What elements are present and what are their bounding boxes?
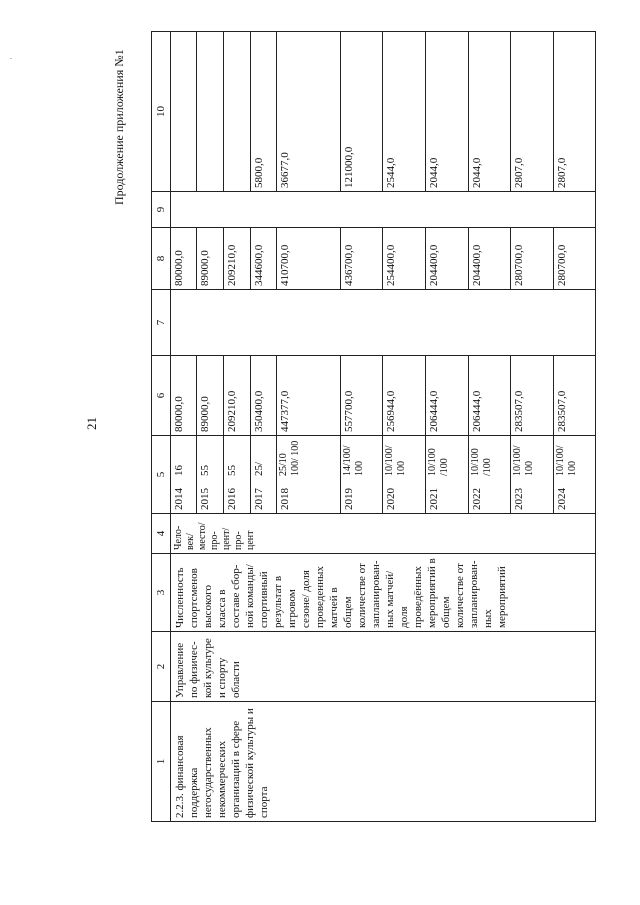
year-row <box>277 436 341 513</box>
measure-name: 2.2.3. финансовая поддержка негосударственных некоммерческих организаций в сфере физической культуры и спорта <box>171 702 596 822</box>
year-row <box>383 436 426 513</box>
column-number-row <box>152 32 171 822</box>
col6-value: 447377,0 <box>277 356 341 435</box>
col7-cell <box>171 290 596 356</box>
col8-cell <box>171 228 596 290</box>
executor-name: Управление по физичес-кой культуре и спорту области <box>171 632 596 702</box>
year: 2021 <box>426 479 469 513</box>
page-number: 21 <box>84 417 99 430</box>
year: 2015 <box>197 479 224 513</box>
col6-cell <box>171 356 596 436</box>
years-subtable <box>171 436 595 513</box>
col10-value: 2807,0 <box>511 32 554 191</box>
col6-value: 80000,0 <box>171 356 197 435</box>
col10-value: 2044,0 <box>468 32 511 191</box>
year-row <box>197 436 224 513</box>
col8-value: 436700,0 <box>340 228 383 289</box>
year: 2023 <box>511 479 554 513</box>
col10-value: 5800,0 <box>250 32 277 191</box>
column-number: 7 <box>152 290 171 356</box>
year-row <box>250 436 277 513</box>
col8-value: 204400,0 <box>426 228 469 289</box>
col10-value: 2044,0 <box>426 32 469 191</box>
year-row <box>468 436 511 513</box>
indicator-value: 10/100 /100 <box>468 436 511 479</box>
col6-value: 206444,0 <box>426 356 469 435</box>
col8-value: 254400,0 <box>383 228 426 289</box>
col6-subtable <box>171 356 595 435</box>
program-measures-table <box>151 31 596 822</box>
years-values-cell <box>171 436 596 514</box>
col8-value: 89000,0 <box>197 228 224 289</box>
col10-value: 36677,0 <box>277 32 341 191</box>
indicator-value: 16 <box>171 436 197 479</box>
col6-value: 283507,0 <box>511 356 554 435</box>
column-number: 4 <box>152 514 171 554</box>
column-number: 9 <box>152 192 171 228</box>
col10-value: 2807,0 <box>555 157 568 188</box>
col8-value: 204400,0 <box>468 228 511 289</box>
col6-value: 89000,0 <box>197 356 224 435</box>
col6-value: 256944,0 <box>383 356 426 435</box>
year-row <box>553 436 595 513</box>
column-number: 1 <box>152 702 171 822</box>
year-row <box>340 436 383 513</box>
col6-value: 209210,0 <box>223 356 250 435</box>
indicator-value: 10/100/ 100 <box>554 445 578 476</box>
col6-value: 283507,0 <box>555 390 568 432</box>
indicator-name: Численность спортсменов высокого класса в составе сбор-ной команды/ спортивный результат в игровом сезоне/ доля проведенных матчей в общем количестве от запланирован-ных матчей/ доля проведённых мероприятий в общем количестве от запланирован-ных мероприятий <box>171 554 596 632</box>
indicator-value: 10/100/ 100 <box>383 436 426 479</box>
indicator-value: 55 <box>223 436 250 479</box>
column-number: 3 <box>152 554 171 632</box>
col10-value <box>197 32 224 191</box>
year-row <box>511 436 554 513</box>
year: 2017 <box>250 479 277 513</box>
year-row <box>426 436 469 513</box>
col6-value: 206444,0 <box>468 356 511 435</box>
unit-name: Чело-век/ место/ про-цент/ про-цент <box>171 514 596 554</box>
column-number: 8 <box>152 228 171 290</box>
edge-mark: · <box>6 57 16 60</box>
table-row <box>171 32 596 822</box>
col10-value: 2544,0 <box>383 32 426 191</box>
col8-value: 410700,0 <box>277 228 341 289</box>
col10-value <box>171 32 197 191</box>
col10-value: 121000,0 <box>340 32 383 191</box>
year: 2014 <box>171 479 197 513</box>
col10-value <box>223 32 250 191</box>
col8-value: 80000,0 <box>171 228 197 289</box>
year: 2022 <box>468 479 511 513</box>
col10-subtable <box>171 32 595 191</box>
column-number: 10 <box>152 32 171 192</box>
year-row <box>171 436 197 513</box>
year: 2018 <box>277 479 341 513</box>
year: 2019 <box>340 479 383 513</box>
year: 2016 <box>223 479 250 513</box>
indicator-value: 10/100/ 100 <box>511 436 554 479</box>
col8-value: 209210,0 <box>223 228 250 289</box>
col6-value: 557700,0 <box>340 356 383 435</box>
year: 2020 <box>383 479 426 513</box>
indicator-value: 25/10 100/ 100 <box>277 436 341 479</box>
indicator-value: 25/ <box>250 436 277 479</box>
column-number: 6 <box>152 356 171 436</box>
continuation-note: Продолжение приложения №1 <box>112 49 126 205</box>
indicator-value: 55 <box>197 436 224 479</box>
col8-subtable <box>171 228 595 289</box>
col8-value: 280700,0 <box>555 244 568 286</box>
col8-value: 280700,0 <box>511 228 554 289</box>
column-number: 2 <box>152 632 171 702</box>
col9-cell <box>171 192 596 228</box>
col10-cell <box>171 32 596 192</box>
year-row <box>223 436 250 513</box>
rotated-table-wrapper <box>151 32 578 822</box>
indicator-value: 10/100 /100 <box>426 436 469 479</box>
col6-value: 350400,0 <box>250 356 277 435</box>
year: 2024 <box>555 488 568 510</box>
col8-value: 344600,0 <box>250 228 277 289</box>
column-number: 5 <box>152 436 171 514</box>
indicator-value: 14/100/ 100 <box>340 436 383 479</box>
